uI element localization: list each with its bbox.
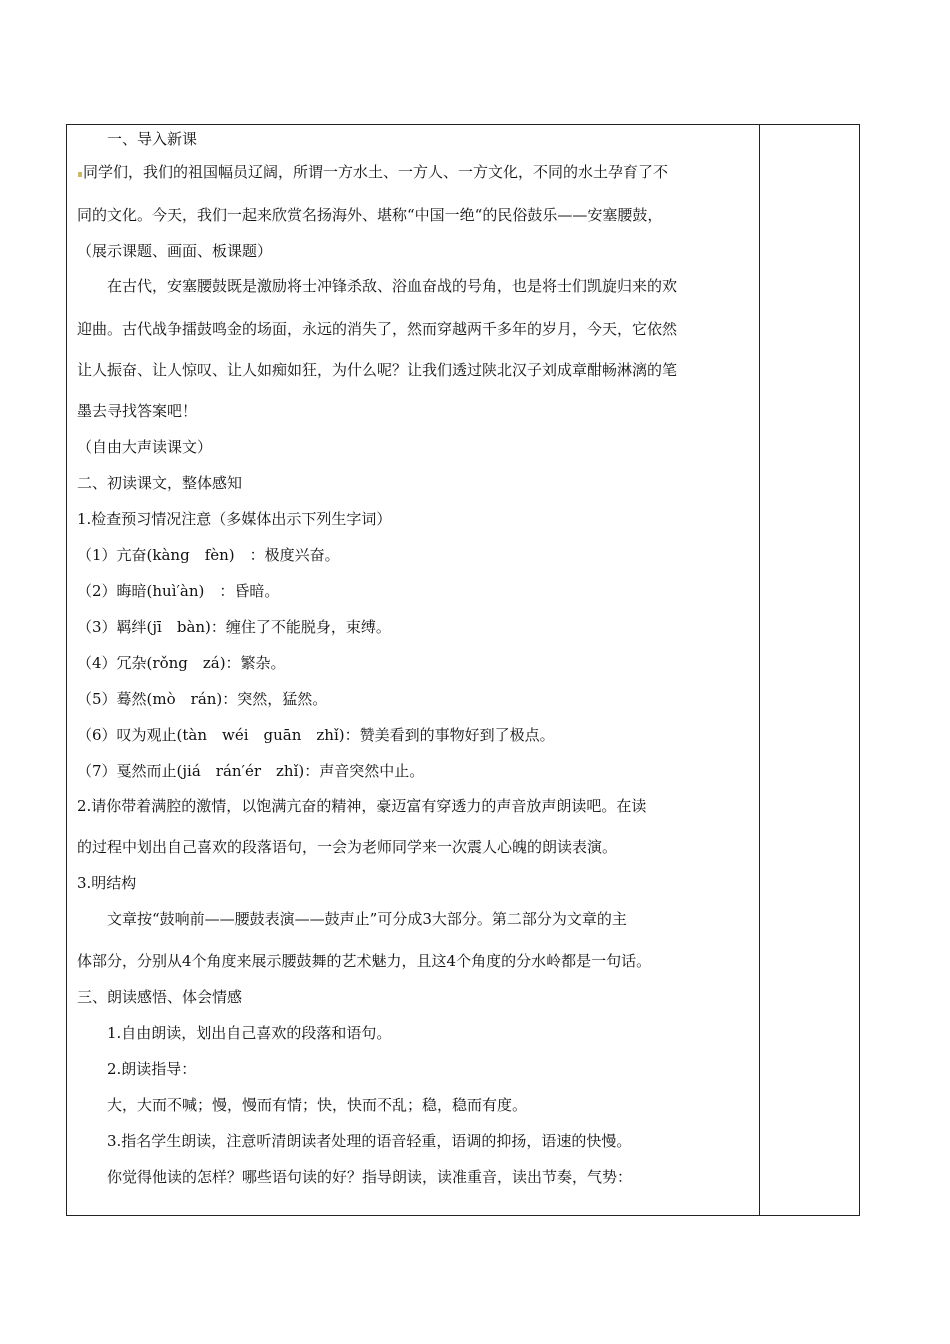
section-heading: 三、朗读感悟、体会情感: [77, 988, 243, 1006]
vocab-item: （6）叹为观止(tàn wéi guān zhǐ)：赞美看到的事物好到了极点。: [77, 726, 555, 744]
text-line: 让人振奋、让人惊叹、让人如痴如狂，为什么呢？让我们透过陕北汉子刘成章酣畅淋漓的笔: [77, 361, 678, 379]
text-line: 迎曲。古代战争擂鼓鸣金的场面，永远的消失了，然而穿越两千多年的岁月，今天，它依然: [77, 320, 678, 338]
text-line: （展示课题、画面、板课题）: [77, 242, 273, 260]
text-line: 一、导入新课: [77, 130, 198, 148]
vocab-item: （5）蓦然(mò rán)：突然，猛然。: [77, 690, 328, 708]
section-heading: 二、初读课文，整体感知: [77, 474, 243, 492]
text-line: 1.检查预习情况注意（多媒体出示下列生字词）: [77, 510, 392, 528]
text-line: 同的文化。今天，我们一起来欣赏名扬海外、堪称“中国一绝“的民俗鼓乐——安塞腰鼓，: [77, 206, 663, 224]
vocab-item: （2）晦暗(huì′àn) ：昏暗。: [77, 582, 280, 600]
vocab-item: （1）亢奋(kàng fèn) ：极度兴奋。: [77, 546, 340, 564]
text-line: 文章按“鼓响前——腰鼓表演——鼓声止”可分成3大部分。第二部分为文章的主: [77, 910, 627, 928]
text-line: 在古代，安塞腰鼓既是激励将士冲锋杀敌、浴血奋战的号角，也是将士们凯旋归来的欢: [77, 277, 678, 295]
vocab-item: （7）戛然而止(jiá rán′ér zhǐ)：声音突然中止。: [77, 762, 425, 780]
text-line: 3.指名学生朗读，注意听清朗读者处理的语音轻重，语调的抑扬，语速的快慢。: [77, 1132, 632, 1150]
table-column-divider: [759, 125, 760, 1215]
text-line: 墨去寻找答案吧！: [77, 402, 198, 420]
text-line: 的过程中划出自己喜欢的段落语句，一会为老师同学来一次震人心魄的朗读表演。: [77, 838, 618, 856]
vocab-item: （4）冗杂(rǒng zá)：繁杂。: [77, 654, 286, 672]
text-line: 你觉得他读的怎样？哪些语句读的好？指导朗读，读准重音，读出节奏，气势：: [77, 1168, 633, 1186]
text-line: 体部分，分别从4个角度来展示腰鼓舞的艺术魅力，且这4个角度的分水岭都是一句话。: [77, 952, 652, 970]
vocab-item: （3）羁绊(jī bàn)：缠住了不能脱身，束缚。: [77, 618, 391, 636]
text-line: 大，大而不喊；慢，慢而有情；快，快而不乱；稳，稳而有度。: [77, 1096, 528, 1114]
text-line: 2.朗读指导：: [77, 1060, 197, 1078]
text-line: 2.请你带着满腔的激情，以饱满亢奋的精神，豪迈富有穿透力的声音放声朗读吧。在读: [77, 797, 647, 815]
text-line: 3.明结构: [77, 874, 137, 892]
text-line: 1.自由朗读，划出自己喜欢的段落和语句。: [77, 1024, 392, 1042]
edit-mark-icon: [78, 172, 82, 177]
text-line: 同学们，我们的祖国幅员辽阔，所谓一方水土、一方人、一方文化，不同的水土孕育了不: [77, 162, 668, 182]
lesson-table: [66, 124, 860, 1216]
text-line: （自由大声读课文）: [77, 438, 213, 456]
